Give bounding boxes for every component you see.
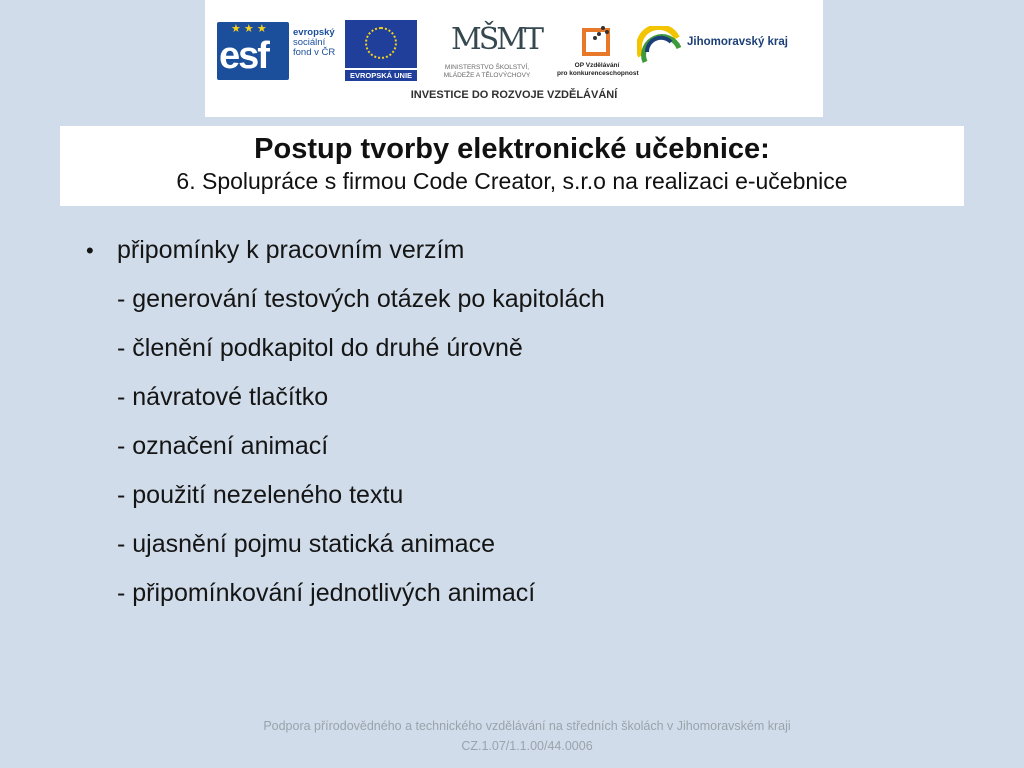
esf-text [293,28,343,58]
op-mark-icon [581,24,613,56]
sub-item: - označení animací [117,432,329,460]
slide-title: Postup tvorby elektronické učebnice: [254,133,770,165]
sub-item: - členění podkapitol do druhé úrovně [117,334,523,362]
slide-subtitle: 6. Spolupráce s firmou Code Creator, s.r.o na realizaci e-učebnice [176,168,848,194]
slide-content [86,226,986,618]
footer-line: Podpora přírodovědného a technického vzdělávání na středních školách v Jihomoravském kraji [263,719,791,733]
logo-banner [205,0,823,117]
op-line: pro konkurenceschopnost [557,70,639,77]
jmk-name: Jihomoravský kraj [687,36,789,48]
sub-item: - ujasnění pojmu statická animace [117,530,495,558]
esf-logo [217,18,339,82]
bullet-icon: • [86,238,94,263]
jmk-mark-icon [637,26,683,66]
msmt-line: MLÁDEŽE A TĚLOVÝCHOVY [443,72,531,79]
msmt-text [423,64,551,80]
esf-mark [217,22,289,80]
sub-item: - připomínkování jednotlivých animací [117,579,536,607]
msmt-logo [423,20,551,82]
msmt-mark: MŠMT [451,22,541,57]
esf-line: evropský [293,27,335,38]
eu-flag-icon [345,20,417,68]
banner-caption: INVESTICE DO ROZVOJE VZDĚLÁVÁNÍ [410,89,618,101]
eu-logo [345,20,417,82]
eu-star-circle [365,27,397,59]
sub-item: - použití nezeleného textu [117,481,404,509]
esf-line: fond v ČR [293,47,336,58]
sub-item: - generování testových otázek po kapitolách [117,285,605,313]
op-text [557,62,637,78]
bullet-item [86,226,986,275]
op-line: OP Vzdělávání [574,62,620,69]
jmk-logo [637,22,817,70]
title-box [60,126,964,206]
footer [0,716,1024,756]
esf-letters: esf [219,35,268,77]
op-logo [557,20,637,82]
msmt-line: MINISTERSTVO ŠKOLSTVÍ, [444,64,530,71]
eu-label: EVROPSKÁ UNIE [345,70,417,81]
star-icon: ★ ★ ★ [231,23,267,35]
sub-item: - návratové tlačítko [117,383,329,411]
esf-line: sociální [293,37,326,48]
bullet-text: připomínky k pracovním verzím [117,236,465,264]
footer-line: CZ.1.07/1.1.00/44.0006 [461,739,593,753]
